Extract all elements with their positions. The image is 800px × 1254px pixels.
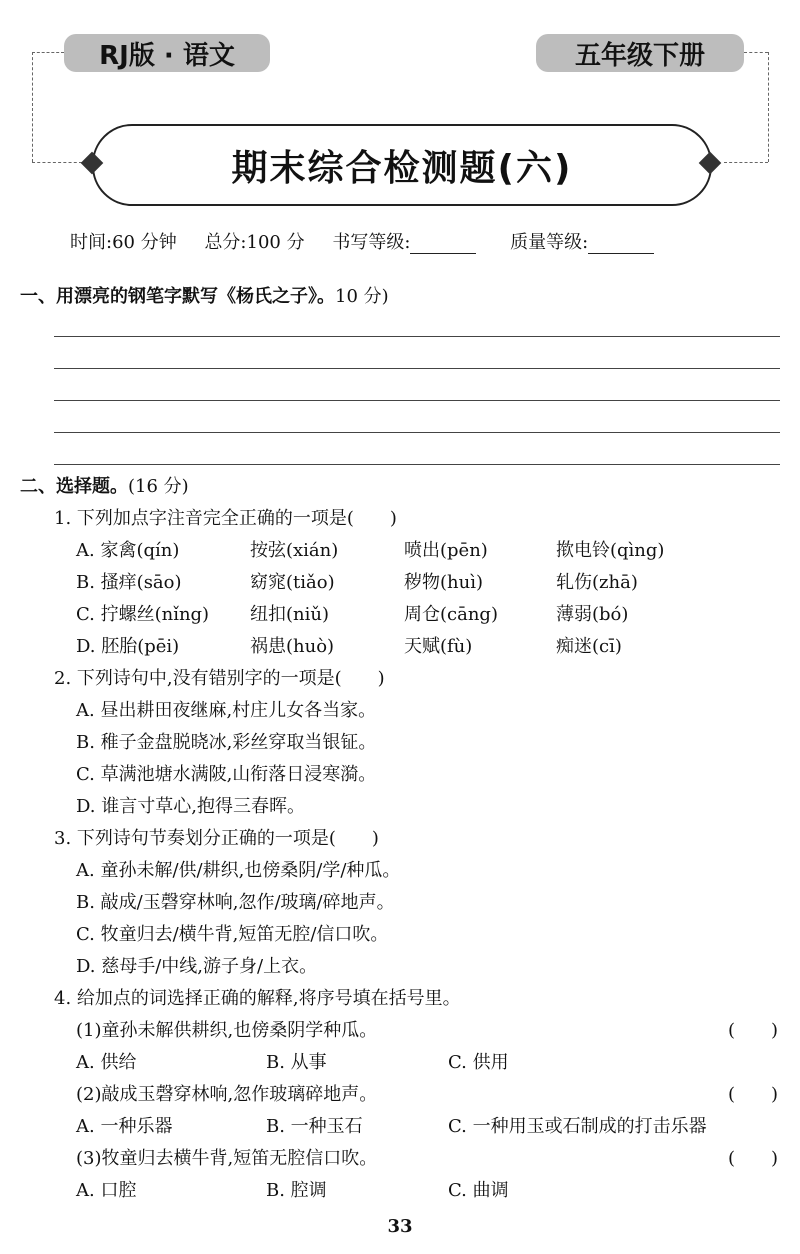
q4-sub1-option-c: C. 供用	[448, 1052, 509, 1073]
section2-heading	[20, 472, 189, 498]
quality-grade-blank[interactable]	[588, 237, 654, 254]
q2-option: A. 昼出耕田夜继麻,村庄儿女各当家。	[76, 700, 377, 721]
q1-option: 周仓(cāng)	[404, 604, 498, 625]
q2-option: D. 谁言寸草心,抱得三春晖。	[76, 796, 305, 817]
q1-option: 秽物(huì)	[404, 572, 483, 593]
writing-line[interactable]	[54, 400, 780, 401]
dash-line-right-bottom	[724, 162, 768, 163]
section1-points: 10 分)	[335, 286, 389, 307]
q4-sub2-option-c: C. 一种用玉或石制成的打击乐器	[448, 1116, 707, 1137]
time-limit: 时间:60 分钟	[70, 232, 177, 253]
q1-option: 天赋(fù)	[404, 636, 473, 657]
q4-stem: 4. 给加点的词选择正确的解释,将序号填在括号里。	[54, 988, 461, 1009]
q4-sub2-stem: (2)敲成玉磬穿林响,忽作玻璃碎地声。	[76, 1084, 378, 1105]
q3-option: D. 慈母手/中线,游子身/上衣。	[76, 956, 318, 977]
q1-option: C. 拧螺丝(nǐng)	[76, 604, 210, 625]
q1-option: 轧伤(zhā)	[556, 572, 638, 593]
q1-option: 薄弱(bó)	[556, 604, 629, 625]
dash-line-right-top	[744, 52, 768, 53]
grade-badge: 五年级下册	[536, 34, 744, 72]
answer-blank[interactable]: ( )	[727, 1020, 778, 1041]
subject-badge: RJ版 · 语文	[64, 34, 270, 72]
q1-option: 祸患(huò)	[250, 636, 335, 657]
q4-sub2-option-b: B. 一种玉石	[266, 1116, 363, 1137]
q1-row-b	[76, 568, 776, 594]
section2-points: (16 分)	[128, 476, 189, 497]
writing-line[interactable]	[54, 464, 780, 465]
page-title: 期末综合检测题(六)	[92, 124, 712, 206]
q1-row-c	[76, 600, 776, 626]
total-score: 总分:100 分	[204, 232, 305, 253]
section1-heading	[20, 282, 389, 308]
q4-sub2-option-a: A. 一种乐器	[76, 1116, 173, 1137]
q4-sub3-option-b: B. 腔调	[266, 1180, 327, 1201]
q1-stem: 1. 下列加点字注音完全正确的一项是( )	[54, 508, 397, 529]
q2-option: C. 草满池塘水满陂,山衔落日浸寒漪。	[76, 764, 377, 785]
q1-option: 喷出(pēn)	[404, 540, 488, 561]
q3-option: A. 童孙未解/供/耕织,也傍桑阴/学/种瓜。	[76, 860, 401, 881]
page-number: 33	[387, 1216, 413, 1237]
q4-sub3-option-c: C. 曲调	[448, 1180, 509, 1201]
dash-line-left-vertical	[32, 52, 33, 162]
q4-sub1-stem: (1)童孙未解供耕织,也傍桑阴学种瓜。	[76, 1020, 378, 1041]
writing-line[interactable]	[54, 432, 780, 433]
section1-title: 一、用漂亮的钢笔字默写《杨氏之子》。	[20, 286, 335, 307]
q1-option: 揿电铃(qìng)	[556, 540, 665, 561]
q1-option: 纽扣(niǔ)	[250, 604, 329, 625]
q1-row-d	[76, 632, 776, 658]
q4-sub3-option-a: A. 口腔	[76, 1180, 137, 1201]
q1-option: 窈窕(tiǎo)	[250, 572, 335, 593]
q4-sub1-option-b: B. 从事	[266, 1052, 327, 1073]
q1-option: A. 家禽(qín)	[76, 540, 180, 561]
answer-blank[interactable]: ( )	[727, 1084, 778, 1105]
q1-row-a	[76, 536, 776, 562]
exam-info	[70, 228, 676, 254]
q3-stem: 3. 下列诗句节奏划分正确的一项是( )	[54, 828, 379, 849]
q4-sub1-option-a: A. 供给	[76, 1052, 137, 1073]
q3-option: B. 敲成/玉磬穿林响,忽作/玻璃/碎地声。	[76, 892, 395, 913]
q1-option: D. 胚胎(pēi)	[76, 636, 180, 657]
writing-line[interactable]	[54, 336, 780, 337]
q2-option: B. 稚子金盘脱晓冰,彩丝穿取当银钲。	[76, 732, 377, 753]
quality-grade-label: 质量等级:	[510, 232, 589, 253]
writing-line[interactable]	[54, 368, 780, 369]
writing-grade-label: 书写等级:	[332, 232, 411, 253]
q4-sub3-stem: (3)牧童归去横牛背,短笛无腔信口吹。	[76, 1148, 378, 1169]
writing-grade-blank[interactable]	[410, 237, 476, 254]
section2-title: 二、选择题。	[20, 476, 128, 497]
answer-blank[interactable]: ( )	[727, 1148, 778, 1169]
q3-option: C. 牧童归去/横牛背,短笛无腔/信口吹。	[76, 924, 389, 945]
q1-option: 痴迷(cī)	[556, 636, 622, 657]
dash-line-right-vertical	[768, 52, 769, 162]
q2-stem: 2. 下列诗句中,没有错别字的一项是( )	[54, 668, 385, 689]
dash-line-left-bottom	[32, 162, 82, 163]
q1-option: B. 搔痒(sāo)	[76, 572, 182, 593]
dash-line-left-top	[32, 52, 64, 53]
q1-option: 按弦(xián)	[250, 540, 339, 561]
